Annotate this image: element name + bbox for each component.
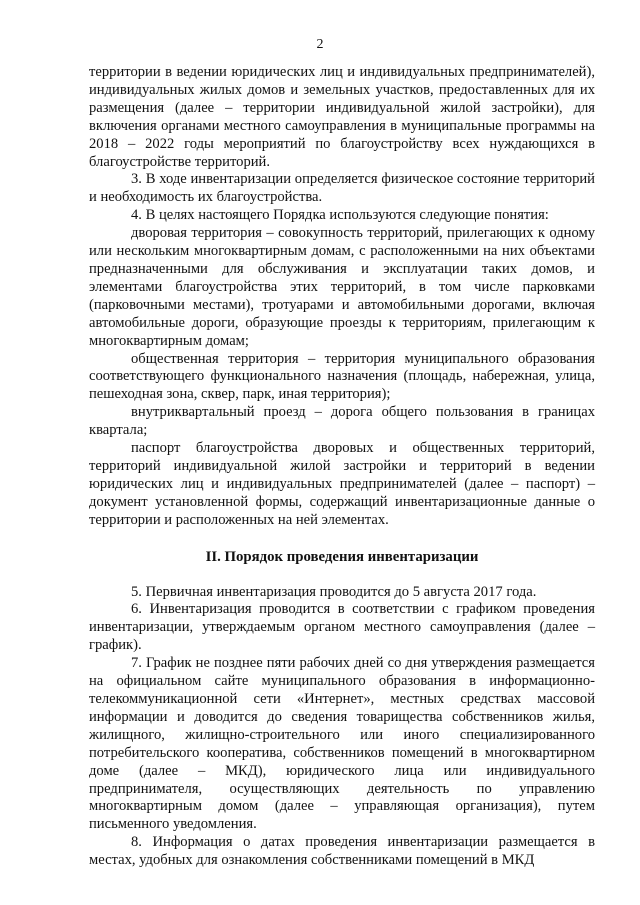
document-body <box>89 64 595 870</box>
paragraph-item-7: 7. График не позднее пяти рабочих дней со дня утверждения размещается на официальном сайте муниципального образования в информационно-телекоммуникационной сети «Интернет», местных средствах массовой информации и доводится до сведения товарищества собственников жилья, жилищного, жилищно-строительного или иного специализированного потребительского кооператива, собственников помещений в многоквартирном доме (далее – МКД), юридического лица или индивидуального предпринимателя, осуществляющих деятельность по управлению многоквартирным домом (далее – управляющая организация), путем письменного уведомления. <box>89 655 595 833</box>
paragraph-item-3: 3. В ходе инвентаризации определяется физическое состояние территорий и необходимость их благоустройства. <box>89 171 595 206</box>
section-heading: II. Порядок проведения инвентаризации <box>205 548 479 565</box>
paragraph-item-8: 8. Информация о датах проведения инвентаризации размещается в местах, удобных для ознакомления собственниками помещений в МКД <box>89 834 595 869</box>
paragraph-continuation: территории в ведении юридических лиц и индивидуальных предпринимателей), индивидуальных жилых домов и земельных участков, предоставленных для их размещения (далее – территории индивидуальной жилой застройки), для включения органами местного самоуправления в муниципальные программы на 2018 – 2022 годы мероприятий по благоустройству всех нуждающихся в благоустройстве территорий. <box>89 64 595 170</box>
paragraph-item-4: 4. В целях настоящего Порядка используются следующие понятия: <box>131 207 549 224</box>
paragraph-item-5: 5. Первичная инвентаризация проводится до 5 августа 2017 года. <box>131 583 537 600</box>
paragraph-item-6: 6. Инвентаризация проводится в соответствии с графиком проведения инвентаризации, утверждаемым органом местного самоуправления (далее – график). <box>89 601 595 654</box>
definition-yard-territory: дворовая территория – совокупность территорий, прилегающих к одному или нескольким многоквартирным домам, с расположенными на них объектами предназначенными для обслуживания и эксплуатации таких домов, и элементами благоустройства этих территорий, в том числе парковками (парковочными местами), тротуарами и автомобильными дорогами, включая автомобильные дороги, образующие проезды к территориям, прилегающим к многоквартирным домам; <box>89 225 595 349</box>
definition-passport: паспорт благоустройства дворовых и общественных территорий, территорий индивидуальной жилой застройки и территорий в ведении юридических лиц и индивидуальных предпринимателей (далее – паспорт) – документ установленной формы, содержащий инвентаризационные данные о территории и расположенных на ней элементах. <box>89 440 595 528</box>
page-number: 2 <box>316 37 324 52</box>
definition-intra-block-passage: внутриквартальный проезд – дорога общего пользования в границах квартала; <box>89 404 595 439</box>
definition-public-territory: общественная территория – территория муниципального образования соответствующего функционального назначения (площадь, набережная, улица, пешеходная зона, сквер, парк, иная территория); <box>89 350 595 403</box>
